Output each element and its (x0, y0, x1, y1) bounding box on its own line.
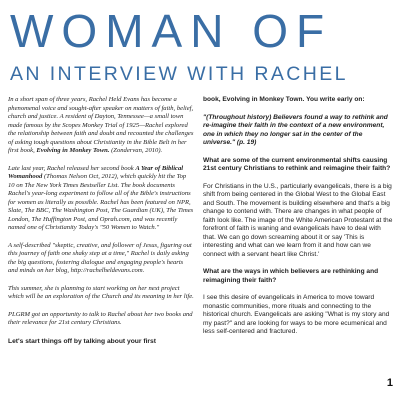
intro-2-pre: Late last year, Rachel released her second book (8, 164, 134, 172)
intro-1-tail: (Zondervan, 2010). (111, 147, 163, 154)
intro-2-tail: (Thomas Nelson Oct, 2012), which quickly hit the Top 10 on The New York Times Bestseller List. The book documents Rachel's year-long experiment to follow all of the Bible's instructions for women as literally as possible. Rachel has been featured on NPR, Slate, The BBC, The Washington Post, The Guardian (UK), The Times London, The Huffington Post, and Oprah.com, and was recently named one of Christianity Today's "50 Women to Watch." (8, 173, 194, 231)
right-column (203, 96, 393, 346)
answer-2: For Christians in the U.S., particularly evangelicals, there is a big shift from being centered in the Global West to the Global East and South. The movement is building elsewhere and that's a big change to contend with. There are changes in what people of faith look like. The image of the White American Protestant at the forefront of faith is waning and evangelicals have to deal with that. We can go down screaming about it or say 'This is interesting and what can we learn from it and how can we connect with a servant heart like Christ.' (203, 182, 393, 258)
page-subtitle: AN INTERVIEW WITH RACHEL (10, 63, 348, 85)
page-title: WOMAN OF (10, 6, 333, 56)
answer-3: I see this desire of evangelicals in America to move toward monastic communities, more rituals and connecting to the historical church. Evangelicals are asking "What is my story and my past?" and are looking for ways to be more ecumenical and less self-centered and fractured. (203, 294, 390, 335)
intro-2-book-title: A Year of Biblical Womanhood (8, 164, 184, 180)
left-column (8, 96, 194, 355)
intro-paragraph-1 (8, 96, 194, 156)
question-1-start: Let's start things off by talking about your first (8, 337, 156, 345)
intro-paragraph-5: PLGRM got an opportunity to talk to Rachel about her two books and their relevance for 21st century Christians. (8, 310, 193, 326)
question-1-continued: book, Evolving in Monkey Town. You write early on: (203, 96, 365, 103)
intro-1-text: In a short span of three years, Rachel Held Evans has become a phenomenal voice and sought-after speaker on matters of faith, belief, church and justice. A resident of Dayton, Tennessee—a small town made famous by the Scopes Monkey Trial of 1925—Rachel explored the relationship between faith and doubt and recounted the challenges of asking tough questions about Christianity in the Bible Belt in her first book, (8, 96, 194, 154)
pull-quote: "(Throughout history) Believers found a way to rethink and re-imagine their faith in the context of a new environment, one in which they no longer sat in the center of the universe." (p. 19) (203, 113, 388, 146)
intro-paragraph-2 (8, 165, 194, 233)
page-number: 1 (386, 377, 393, 389)
intro-1-book-title: Evolving in Monkey Town. (36, 147, 110, 154)
question-2: What are some of the current environmental shifts causing 21st century Christians to rethink and reimagine their faith? (203, 156, 391, 172)
intro-paragraph-3: A self-described "skeptic, creative, and follower of Jesus, figuring out this journey of faith one shaky step at a time," Rachel is daily asking the big questions, fostering dialogue and engaging people's hearts and minds on her blog, http://rachelheldevans.com. (8, 241, 192, 274)
intro-paragraph-4: This summer, she is planning to start working on her next project which will be an exploration of the Church and its meaning in her life. (8, 284, 194, 300)
question-3: What are the ways in which believers are rethinking and reimagining their faith? (203, 268, 379, 284)
